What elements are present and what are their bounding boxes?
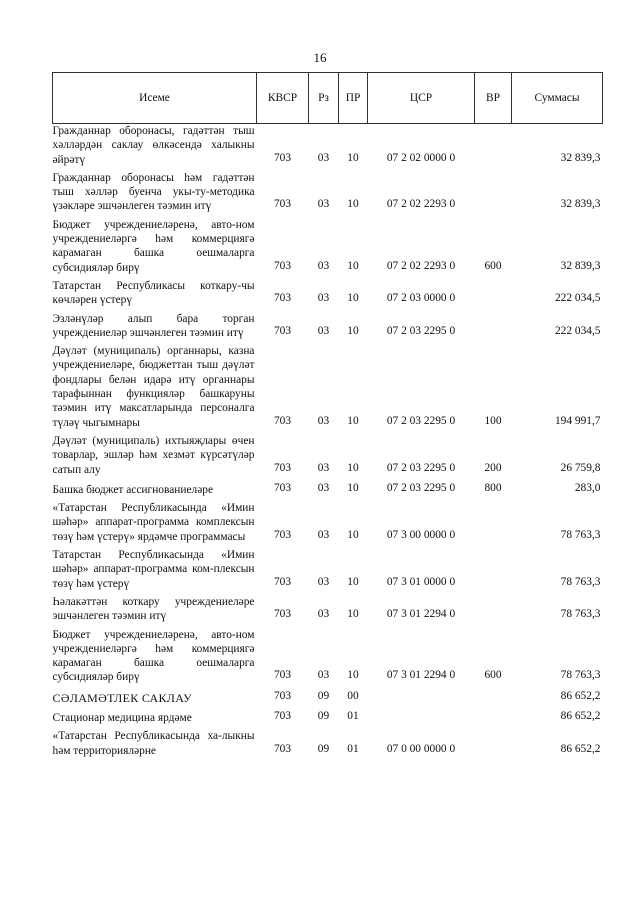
table-row	[53, 624, 603, 685]
cell-name: Татарстан Республикасы коткару-чы көчләрен үстерү	[52, 279, 255, 307]
cell-csr: 07 2 03 2295 0	[386, 414, 456, 427]
cell-csr: 07 3 01 2294 0	[386, 608, 456, 621]
cell-name: Бюджет учреждениеләренә, авто-ном учреждениеләргә һәм коммерциягә карамаган башка оешмаларга субсидияләр бирү	[52, 218, 255, 274]
cell-sum: 26 759,8	[560, 461, 601, 474]
cell-rz: 03	[317, 259, 330, 272]
cell-vr: 800	[484, 481, 502, 494]
cell-csr: 07 3 00 0000 0	[386, 528, 456, 541]
table-row	[53, 591, 603, 624]
cell-kvsr: 703	[273, 198, 292, 211]
cell-kvsr: 703	[273, 324, 292, 337]
cell-vr	[475, 167, 512, 214]
cell-rz: 03	[317, 151, 330, 164]
cell-name: «Татарстан Республикасында «Имин шәһәр» аппарат-программа комплексын төзү һәм үстерү» ярдәмче программасы	[52, 502, 255, 543]
table-row	[53, 124, 603, 167]
cell-name: Стационар медицина ярдәме	[52, 711, 192, 724]
cell-rz: 03	[317, 608, 330, 621]
cell-sum: 78 763,3	[560, 575, 601, 588]
cell-sum: 78 763,3	[560, 669, 601, 682]
table-row	[53, 214, 603, 275]
cell-name: Дәүләт (муниципаль) ихтыяҗлары өчен товарлар, эшләр һәм хезмәт күрсәтүләр сатып алу	[52, 434, 255, 476]
cell-rz: 03	[317, 481, 330, 494]
cell-name: Гражданнар оборонасы, гадәттән тыш хәлләрдән саклау өлкәсендә халыкны әйрәтү	[52, 125, 255, 166]
cell-csr: 07 0 00 0000 0	[386, 742, 456, 755]
cell-rz: 03	[317, 198, 330, 211]
cell-pr: 01	[347, 709, 359, 722]
cell-pr: 01	[347, 742, 359, 755]
cell-rz: 03	[317, 292, 330, 305]
cell-kvsr: 703	[273, 259, 292, 272]
table-row	[53, 725, 603, 758]
cell-rz: 09	[317, 742, 330, 755]
cell-kvsr: 703	[273, 709, 292, 722]
cell-sum: 32 839,3	[560, 259, 601, 272]
cell-kvsr: 703	[273, 528, 292, 541]
cell-pr: 10	[347, 324, 359, 337]
table-row	[53, 497, 603, 544]
cell-vr	[475, 124, 512, 167]
header-vr: ВР	[475, 73, 512, 124]
cell-vr	[475, 308, 512, 341]
cell-name: СӘЛАМӘТЛЕК САКЛАУ	[52, 690, 192, 705]
cell-csr: 07 2 02 2293 0	[386, 198, 456, 211]
cell-pr: 00	[347, 689, 359, 702]
cell-csr: 07 2 03 2295 0	[386, 481, 456, 494]
cell-name: Башка бюджет ассигнованиеләре	[52, 483, 214, 496]
budget-table	[52, 72, 603, 758]
cell-vr	[475, 544, 512, 591]
table-row	[53, 167, 603, 214]
cell-csr: 07 2 02 0000 0	[386, 151, 456, 164]
table-row	[53, 430, 603, 477]
cell-vr	[475, 275, 512, 308]
cell-name: Эзләнүләр алып бара торган учреждениеләр эшчәнлеген тәэмин итү	[52, 312, 255, 339]
table-body	[53, 124, 603, 758]
cell-pr: 10	[347, 528, 359, 541]
table-row	[53, 477, 603, 497]
cell-kvsr: 703	[273, 689, 292, 702]
cell-name: Дәүләт (муниципаль) органнары, казна учреждениеләре, бюджеттан тыш дәүләт фондлары белән идарә итү органнары тарафыннан функцияләр башкаруны тәэмин итү максатларында персоналга түләү чыгымнары	[52, 345, 255, 429]
cell-name: Бюджет учреждениеләренә, авто-ном учреждениеләргә һәм коммерциягә карамаган башка оешмаларга субсидияләр бирү	[52, 628, 255, 684]
cell-csr: 07 3 01 2294 0	[386, 669, 456, 682]
cell-kvsr: 703	[273, 414, 292, 427]
cell-rz: 03	[317, 575, 330, 588]
cell-csr: 07 2 03 2295 0	[386, 324, 456, 337]
cell-kvsr: 703	[273, 151, 292, 164]
table-row	[53, 308, 603, 341]
header-rz: Рз	[309, 73, 339, 124]
page-number: 16	[313, 50, 327, 65]
cell-pr: 10	[347, 414, 359, 427]
cell-vr: 200	[484, 461, 502, 474]
cell-csr: 07 3 01 0000 0	[386, 575, 456, 588]
cell-name: Татарстан Республикасында «Имин шәһәр» аппарат-программа ком-плексын төзү һәм үстерү	[52, 549, 255, 590]
cell-sum: 32 839,3	[560, 198, 601, 211]
header-csr: ЦСР	[368, 73, 475, 124]
cell-vr	[475, 725, 512, 758]
table-row	[53, 685, 603, 705]
cell-rz: 03	[317, 528, 330, 541]
cell-rz: 03	[317, 461, 330, 474]
cell-kvsr: 703	[273, 481, 292, 494]
header-name: Исеме	[53, 73, 257, 124]
cell-sum: 86 652,2	[560, 709, 601, 722]
cell-sum: 78 763,3	[560, 528, 601, 541]
cell-csr: 07 2 03 2295 0	[386, 461, 456, 474]
cell-sum: 222 034,5	[554, 292, 601, 305]
cell-vr	[475, 591, 512, 624]
cell-rz: 09	[317, 689, 330, 702]
header-pr: ПР	[339, 73, 368, 124]
cell-pr: 10	[347, 259, 359, 272]
header-sum: Суммасы	[512, 73, 603, 124]
cell-pr: 10	[347, 481, 359, 494]
cell-sum: 194 991,7	[554, 414, 601, 427]
cell-vr: 600	[484, 259, 502, 272]
cell-rz: 03	[317, 324, 330, 337]
cell-vr	[475, 685, 512, 705]
cell-sum: 86 652,2	[560, 742, 601, 755]
cell-name: «Татарстан Республикасында ха-лыкны һәм территорияләрне	[52, 730, 255, 757]
cell-kvsr: 703	[273, 292, 292, 305]
table-row	[53, 275, 603, 308]
cell-kvsr: 703	[273, 575, 292, 588]
cell-pr: 10	[347, 608, 359, 621]
cell-csr: 07 2 03 0000 0	[386, 292, 456, 305]
cell-rz: 09	[317, 709, 330, 722]
cell-csr	[368, 685, 475, 705]
cell-vr: 600	[484, 669, 502, 682]
cell-name: Гражданнар оборонасы һәм гадәттән тыш хәлләр буенча укы-ту-методика үзәкләре эшчәнлеген тәэмин итү	[52, 171, 255, 213]
cell-kvsr: 703	[273, 669, 292, 682]
cell-kvsr: 703	[273, 742, 292, 755]
cell-vr	[475, 497, 512, 544]
cell-pr: 10	[347, 198, 359, 211]
table-row	[53, 705, 603, 725]
cell-vr	[475, 705, 512, 725]
cell-pr: 10	[347, 461, 359, 474]
table-row	[53, 340, 603, 430]
cell-csr: 07 2 02 2293 0	[386, 259, 456, 272]
cell-sum: 283,0	[574, 481, 601, 494]
cell-kvsr: 703	[273, 608, 292, 621]
cell-pr: 10	[347, 151, 359, 164]
cell-rz: 03	[317, 669, 330, 682]
table-header-row	[53, 73, 603, 124]
table-row	[53, 544, 603, 591]
cell-name: Һәлакәттән коткару учреждениеләре эшчәнлеген тәэмин итү	[52, 595, 255, 623]
cell-sum: 78 763,3	[560, 608, 601, 621]
cell-kvsr: 703	[273, 461, 292, 474]
cell-rz: 03	[317, 414, 330, 427]
cell-sum: 32 839,3	[560, 151, 601, 164]
cell-pr: 10	[347, 292, 359, 305]
header-kvsr: КВСР	[257, 73, 309, 124]
cell-sum: 222 034,5	[554, 324, 601, 337]
cell-pr: 10	[347, 575, 359, 588]
cell-sum: 86 652,2	[560, 689, 601, 702]
cell-vr: 100	[484, 414, 502, 427]
cell-pr: 10	[347, 669, 359, 682]
cell-csr	[368, 705, 475, 725]
